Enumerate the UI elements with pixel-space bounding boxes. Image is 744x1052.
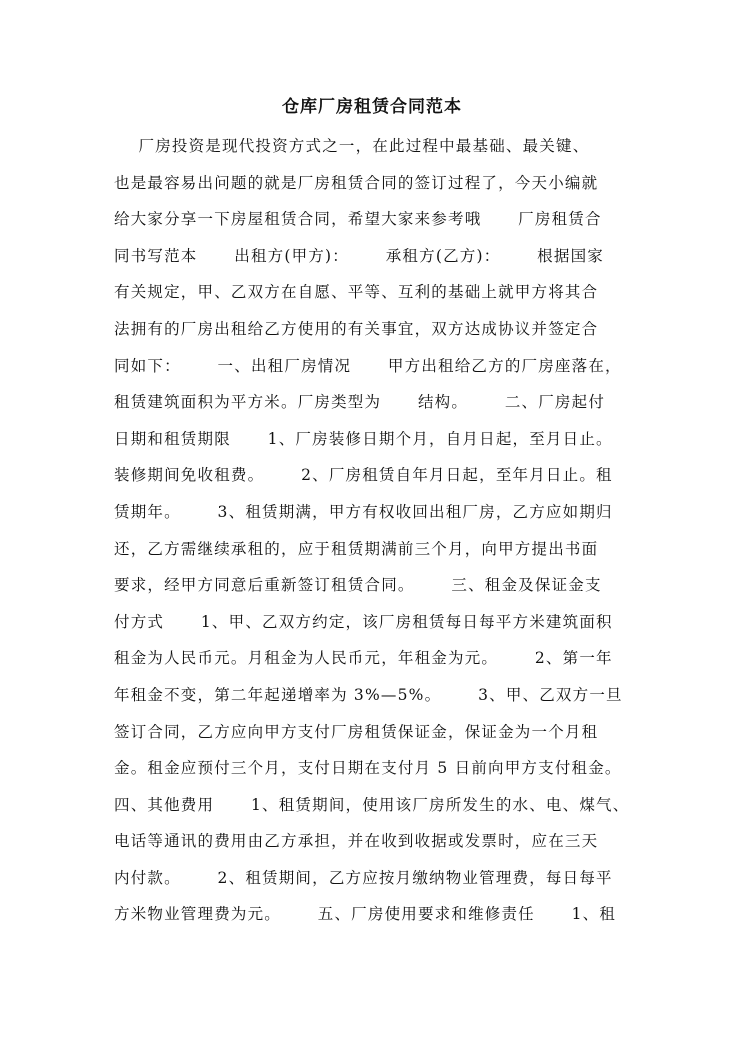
document-title: 仓库厂房租赁合同范本 bbox=[282, 97, 462, 117]
body-line: 签订合同，乙方应向甲方支付厂房租赁保证金，保证金为一个月租 bbox=[114, 722, 599, 741]
body-line: 金。租金应预付三个月，支付日期在支付月 5 日前向甲方支付租金。 bbox=[114, 759, 622, 778]
body-line: 租赁建筑面积为平方米。厂房类型为 结构。 二、厂房起付 bbox=[114, 393, 606, 412]
body-line: 付方式 1、甲、乙双方约定，该厂房租赁每日每平方米建筑面积 bbox=[114, 612, 613, 631]
body-line: 装修期间免收租费。 2、厂房租赁自年月日起，至年月日止。租 bbox=[114, 466, 613, 485]
body-line: 年租金不变，第二年起递增率为 3%—5%。 3、甲、乙双方一旦 bbox=[114, 685, 623, 704]
document-body bbox=[114, 128, 644, 933]
body-line: 内付款。 2、租赁期间，乙方应按月缴纳物业管理费，每日每平 bbox=[114, 868, 613, 887]
body-line: 电话等通讯的费用由乙方承担，并在收到收据或发票时，应在三天 bbox=[114, 832, 599, 851]
body-line: 厂房投资是现代投资方式之一，在此过程中最基础、最关键、 bbox=[114, 137, 590, 155]
body-line: 同如下： 一、出租厂房情况 甲方出租给乙方的厂房座落在， bbox=[114, 356, 622, 375]
body-line: 也是最容易出问题的就是厂房租赁合同的签订过程了，今天小编就 bbox=[114, 173, 599, 192]
body-line: 方米物业管理费为元。 五、厂房使用要求和维修责任 1、租 bbox=[114, 905, 617, 924]
body-line: 要求，经甲方同意后重新签订租赁合同。 三、租金及保证金支 bbox=[114, 576, 602, 595]
body-line: 给大家分享一下房屋租赁合同，希望大家来参考哦 厂房租赁合 bbox=[114, 210, 602, 229]
body-line: 日期和租赁期限 1、厂房装修日期个月，自月日起，至月日止。 bbox=[114, 429, 613, 448]
body-line: 租金为人民币元。月租金为人民币元，年租金为元。 2、第一年 bbox=[114, 649, 613, 668]
body-line: 还，乙方需继续承租的，应于租赁期满前三个月，向甲方提出书面 bbox=[114, 539, 599, 558]
body-line: 四、其他费用 1、租赁期间，使用该厂房所发生的水、电、煤气、 bbox=[114, 795, 630, 814]
body-line: 同书写范本 出租方(甲方)： 承租方(乙方)： 根据国家 bbox=[114, 246, 604, 265]
body-line: 赁期年。 3、租赁期满，甲方有权收回出租厂房，乙方应如期归 bbox=[114, 502, 613, 521]
body-line: 有关规定，甲、乙双方在自愿、平等、互利的基础上就甲方将其合 bbox=[114, 283, 599, 302]
body-line: 法拥有的厂房出租给乙方使用的有关事宜，双方达成协议并签定合 bbox=[114, 319, 599, 338]
